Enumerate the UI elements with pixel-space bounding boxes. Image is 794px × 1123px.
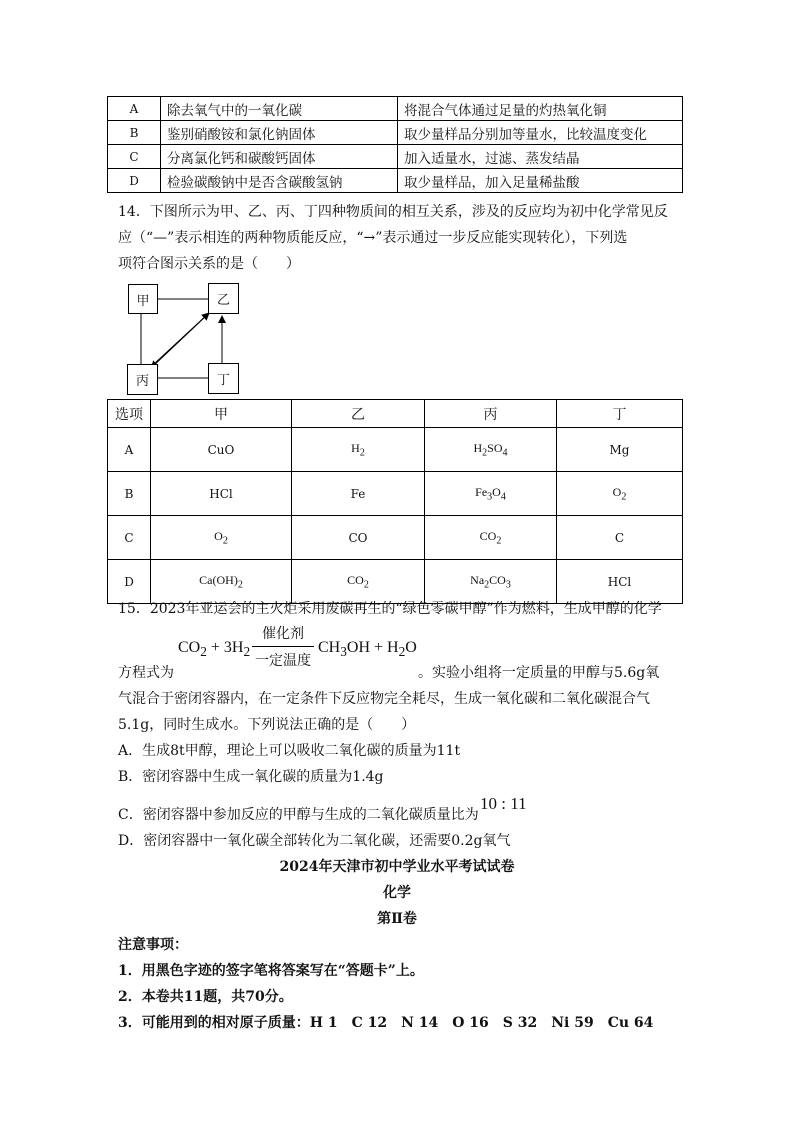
exam-volume: 第Ⅱ卷: [377, 911, 417, 927]
q15-stem-line1: 15．2023年亚运会的主火炬采用废碳再生的“绿色零碳甲醇”作为燃料，生成甲醇的化学: [118, 601, 662, 617]
cell-yi: $H_2$: [292, 428, 425, 472]
cell-yi: CO: [292, 516, 425, 560]
table-row: [108, 472, 683, 516]
header-bing: 丙: [425, 400, 557, 428]
option-purpose: 鉴别硝酸铵和氯化钠固体: [161, 121, 398, 145]
header-option: 选项: [108, 400, 151, 428]
equation-catalyst: 催化剂: [262, 626, 304, 642]
cell-yi: $CO_2$: [292, 560, 425, 604]
equation-condition: 一定温度: [255, 653, 311, 669]
notice-title: 注意事项：: [118, 937, 188, 953]
q15-eq-suffix: 。实验小组将一定质量的甲醇与5.6g氧: [418, 665, 660, 681]
q15-option-a: A．生成8t甲醇，理论上可以吸收二氧化碳的质量为11t: [118, 743, 461, 759]
option-method: 取少量样品，加入足量稀盐酸: [398, 169, 683, 193]
q14-options-table: [107, 399, 683, 604]
table-row: [108, 169, 683, 193]
option-key: D: [108, 169, 161, 193]
equation-reactants: $CO_2 + 3H_2$: [178, 639, 251, 660]
node-bing: 丙: [127, 364, 158, 395]
header-ding: 丁: [557, 400, 683, 428]
q14-stem-line2: 应（“—”表示相连的两种物质能反应，“→”表示通过一步反应能实现转化），下列选: [118, 230, 628, 246]
notice-item: 1．用黑色字迹的签字笔将答案写在“答题卡”上。: [118, 963, 424, 979]
option-purpose: 分离氯化钙和碳酸钙固体: [161, 145, 398, 169]
q15-stem-line3: 5.1g，同时生成水。下列说法正确的是（ ）: [118, 717, 416, 733]
cell-jia: HCl: [151, 472, 292, 516]
cell-bing: $H_2SO_4$: [425, 428, 557, 472]
q14-stem-line1: 14．下图所示为甲、乙、丙、丁四种物质间的相互关系，涉及的反应均为初中化学常见反: [118, 204, 668, 220]
equation-products: $CH_3OH + H_2O$: [318, 639, 417, 660]
table-row: [108, 97, 683, 121]
option-key: A: [108, 97, 161, 121]
equation-arrow-line: [252, 646, 314, 647]
q15-option-b: B．密闭容器中生成一氧化碳的质量为1.4g: [118, 769, 384, 785]
header-yi: 乙: [292, 400, 425, 428]
cell-jia: CuO: [151, 428, 292, 472]
q15-option-c: C．密闭容器中参加反应的甲醇与生成的二氧化碳质量比为: [118, 807, 479, 823]
option-method: 加入适量水，过滤、蒸发结晶: [398, 145, 683, 169]
cell-ding: C: [557, 516, 683, 560]
cell-bing: $CO_2$: [425, 516, 557, 560]
table-header-row: [108, 400, 683, 428]
table-row: [108, 121, 683, 145]
cell-jia: $O_2$: [151, 516, 292, 560]
option-method: 将混合气体通过足量的灼热氧化铜: [398, 97, 683, 121]
arrow-yi-bing: [151, 316, 206, 368]
cell-ding: HCl: [557, 560, 683, 604]
table-row: [108, 428, 683, 472]
cell-jia: $Ca(OH)_2$: [151, 560, 292, 604]
header-jia: 甲: [151, 400, 292, 428]
option-key: B: [108, 121, 161, 145]
node-ding: 丁: [208, 363, 239, 394]
cell-yi: Fe: [292, 472, 425, 516]
option-purpose: 除去氧气中的一氧化碳: [161, 97, 398, 121]
table-row: [108, 145, 683, 169]
cell-ding: $O_2$: [557, 472, 683, 516]
exam-title: 2024年天津市初中学业水平考试试卷: [279, 859, 515, 875]
q15-stem-line2: 气混合于密闭容器内，在一定条件下反应物完全耗尽，生成一氧化碳和二氧化碳混合气: [118, 691, 650, 707]
q15-option-d: D．密闭容器中一氧化碳全部转化为二氧化碳，还需要0.2g氧气: [118, 833, 511, 849]
q15-option-c-ratio: 10 : 11: [480, 794, 527, 813]
option-key: C: [108, 145, 161, 169]
cell-ding: Mg: [557, 428, 683, 472]
cell-bing: $Na_2CO_3$: [425, 560, 557, 604]
option-key: B: [108, 472, 151, 516]
q14-stem-line3: 项符合图示关系的是（ ）: [118, 256, 300, 272]
notice-item: 3．可能用到的相对原子质量：H 1 C 12 N 14 O 16 S 32 Ni 59 Cu 64: [118, 1015, 654, 1031]
node-jia: 甲: [128, 284, 158, 314]
q15-eq-prefix: 方程式为: [118, 665, 174, 681]
cell-bing: $Fe_3O_4$: [425, 472, 557, 516]
option-purpose: 检验碳酸钠中是否含碳酸氢钠: [161, 169, 398, 193]
option-key: A: [108, 428, 151, 472]
exam-subject: 化学: [383, 885, 411, 901]
option-key: C: [108, 516, 151, 560]
node-yi: 乙: [208, 283, 239, 314]
option-key: D: [108, 560, 151, 604]
notice-item: 2．本卷共11题，共70分。: [118, 989, 293, 1005]
q13-options-table: [107, 96, 683, 193]
option-method: 取少量样品分别加等量水，比较温度变化: [398, 121, 683, 145]
table-row: [108, 516, 683, 560]
